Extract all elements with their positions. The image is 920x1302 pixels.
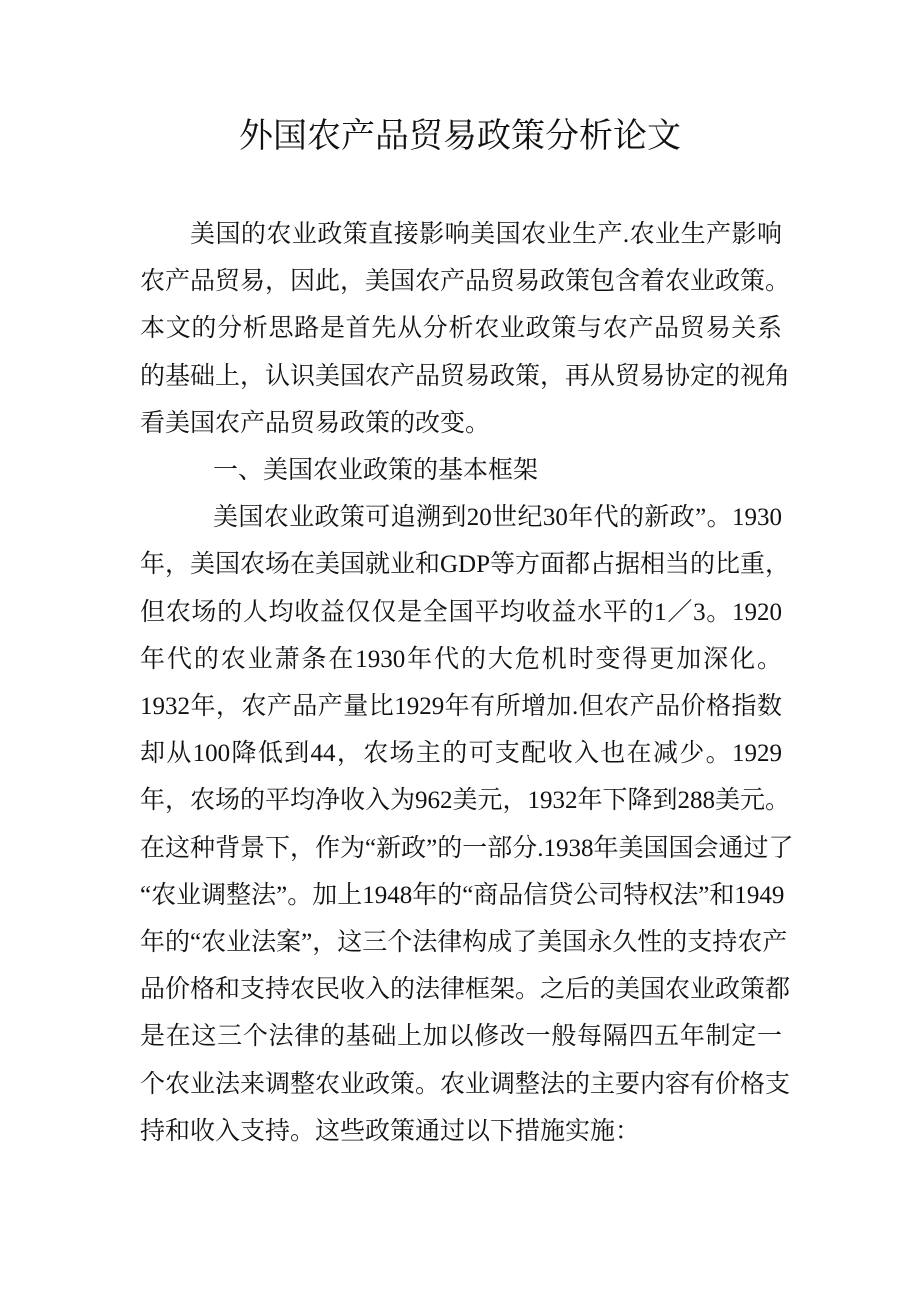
paragraph-line: 是在这三个法律的基础上加以修改一般每隔四五年制定一 bbox=[140, 1023, 782, 1050]
paragraph-line: 却从100降低到44，农场主的可支配收入也在减少。1929 bbox=[140, 740, 782, 767]
paragraph-line: 年，美国农场在美国就业和GDP等方面都占据相当的比重， bbox=[140, 551, 791, 578]
paragraph-line: 美国农业政策可追溯到20世纪30年代的新政”。1930 bbox=[213, 504, 782, 531]
paragraph-line: 持和收入支持。这些政策通过以下措施实施： bbox=[140, 1118, 641, 1145]
paragraph-line: 年的“农业法案”，这三个法律构成了美国永久性的支持农产 bbox=[140, 929, 788, 956]
paragraph-line: 年，农场的平均净收入为962美元，1932年下降到288美元。 bbox=[140, 787, 791, 814]
paragraph-line: 1932年，农产品产量比1929年有所增加.但农产品价格指数 bbox=[140, 693, 782, 720]
paragraph-line: 本文的分析思路是首先从分析农业政策与农产品贸易关系 bbox=[140, 315, 782, 342]
document-title: 外国农产品贸易政策分析论文 bbox=[239, 118, 681, 155]
paragraph-line: 的基础上，认识美国农产品贸易政策，再从贸易协定的视角 bbox=[140, 363, 791, 390]
paragraph-line: 年代的农业萧条在1930年代的大危机时变得更加深化。 bbox=[140, 646, 782, 673]
paragraph-line: 个农业法来调整农业政策。农业调整法的主要内容有价格支 bbox=[140, 1071, 791, 1098]
paragraph-line: 但农场的人均收益仅仅是全国平均收益水平的1／3。1920 bbox=[140, 599, 782, 626]
paragraph-line: 看美国农产品贸易政策的改变。 bbox=[140, 410, 491, 437]
paragraph-line: “农业调整法”。加上1948年的“商品信贷公司特权法”和1949 bbox=[140, 882, 785, 909]
paragraph-line: 美国的农业政策直接影响美国农业生产.农业生产影响 bbox=[190, 221, 782, 248]
paragraph-line: 品价格和支持农民收入的法律框架。之后的美国农业政策都 bbox=[140, 976, 791, 1003]
paragraph-line: 农产品贸易，因此，美国农产品贸易政策包含着农业政策。 bbox=[140, 268, 791, 295]
section-heading: 一、美国农业政策的基本框架 bbox=[213, 457, 539, 484]
paragraph-line: 在这种背景下，作为“新政”的一部分.1938年美国国会通过了 bbox=[140, 835, 794, 862]
